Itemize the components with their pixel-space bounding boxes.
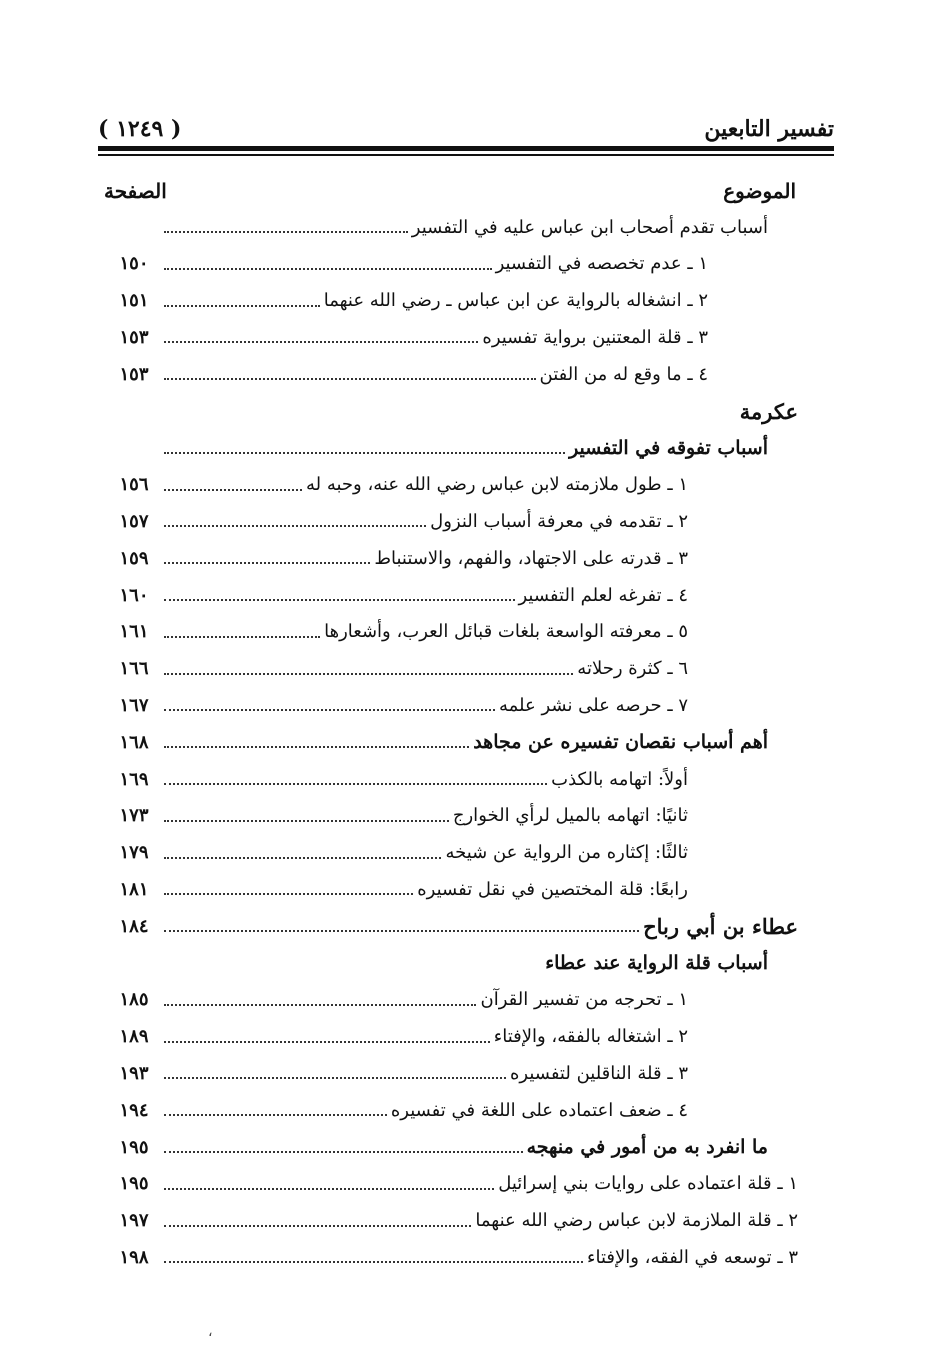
toc-entry-page: ١٦٦ <box>119 658 149 680</box>
toc-entry <box>108 1132 768 1162</box>
dot-leader <box>164 562 370 564</box>
toc-entry-page: ١٥٣ <box>119 363 149 385</box>
dot-leader <box>164 636 320 638</box>
toc-entry <box>108 249 708 279</box>
toc-entry-label: ٦ ـ كثرة رحلاته <box>577 658 688 680</box>
toc-entry <box>108 727 768 757</box>
toc-entry <box>108 985 688 1015</box>
toc-entry-label: ١ ـ طول ملازمته لابن عباس رضي الله عنه، وحبه له <box>305 474 688 496</box>
toc-entry-page: ١٦٠ <box>119 584 149 606</box>
dot-leader <box>164 783 547 785</box>
toc-entry-label: ٤ ـ ما وقع له من الفتن <box>539 363 708 385</box>
dot-leader <box>164 893 413 895</box>
dot-leader <box>164 231 408 233</box>
dot-leader <box>164 268 492 270</box>
toc-entry <box>108 433 768 463</box>
toc-entry-page: ١٨٥ <box>119 989 149 1011</box>
dot-leader <box>164 341 478 343</box>
dot-leader <box>164 305 320 307</box>
toc-entry-label: ٢ ـ تقدمه في معرفة أسباب النزول <box>430 510 688 532</box>
toc-entry <box>108 506 688 536</box>
toc-entry-page: ١٨٤ <box>119 915 149 937</box>
toc-entry <box>108 764 688 794</box>
dot-leader <box>164 1261 583 1263</box>
toc-entry <box>108 1095 688 1125</box>
toc-entry-label: ٣ ـ قلة الناقلين لتفسيره <box>509 1062 688 1084</box>
toc-entry-label: ٢ ـ اشتغاله بالفقه، والإفتاء <box>493 1026 688 1048</box>
dot-leader <box>164 857 441 859</box>
toc-entry <box>108 396 798 426</box>
toc-entry-page: ١٩٣ <box>119 1062 149 1084</box>
toc-entry <box>108 1206 798 1236</box>
toc-entry-label: ١ ـ عدم تخصصه في التفسير <box>495 253 708 275</box>
toc-entry-label: أولاً: اتهامه بالكذب <box>551 768 688 790</box>
toc-entry-label: ٤ ـ تفرغه لعلم التفسير <box>518 584 688 606</box>
toc-entry <box>108 874 688 904</box>
toc-entry-page: ١٥٣ <box>119 326 149 348</box>
page-number: ( ١٢٤٩ ) <box>98 116 182 142</box>
toc-entry-label: ١ ـ قلة اعتماده على روايات بني إسرائيل <box>498 1173 798 1195</box>
toc-entry-label: عكرمة <box>739 398 798 424</box>
page-column-label: الصفحة <box>104 179 167 203</box>
toc-entry <box>108 1169 798 1199</box>
dot-leader <box>164 673 573 675</box>
dot-leader <box>164 378 536 380</box>
toc-entry <box>108 286 708 316</box>
toc-entry <box>108 654 688 684</box>
book-title: تفسير التابعين <box>704 116 834 142</box>
toc-entry-label: رابعًا: قلة المختصين في نقل تفسيره <box>417 878 688 900</box>
toc-entry-label: ٣ ـ توسعه في الفقه، والإفتاء <box>587 1246 798 1268</box>
toc-entry-page: ١٩٥ <box>119 1136 149 1158</box>
topic-column-label: الموضوع <box>723 179 796 203</box>
toc-entry-page: ١٥٩ <box>119 547 149 569</box>
toc-entry-page: ١٦٧ <box>119 694 149 716</box>
dot-leader <box>164 1225 471 1227</box>
toc-entry-page: ١٧٣ <box>119 805 149 827</box>
toc-entry <box>108 1022 688 1052</box>
toc-entry-page: ١٦٩ <box>119 768 149 790</box>
toc-entry-label: ٣ ـ قلة المعتنين برواية تفسيره <box>482 326 708 348</box>
toc-entry-page: ١٩٧ <box>119 1210 149 1232</box>
toc-entry-label: ٥ ـ معرفته الواسعة بلغات قبائل العرب، وأشعارها <box>324 621 688 643</box>
dot-leader <box>164 746 469 748</box>
dot-leader <box>164 930 639 932</box>
toc-entry-label: أسباب تقدم أصحاب ابن عباس عليه في التفسير <box>411 216 768 238</box>
toc-entry-page: ١٦٨ <box>119 731 149 753</box>
toc-entry <box>108 212 768 242</box>
toc-entry <box>108 359 708 389</box>
toc-entry-label: ١ ـ تحرجه من تفسير القرآن <box>480 989 688 1011</box>
toc-entry-label: ٧ ـ حرصه على نشر علمه <box>498 694 688 716</box>
dot-leader <box>164 820 449 822</box>
dot-leader <box>164 525 426 527</box>
toc-entry-label: ٤ ـ ضعف اعتماده على اللغة في تفسيره <box>390 1099 688 1121</box>
toc-entry <box>108 1242 798 1272</box>
dot-leader <box>164 1114 387 1116</box>
toc-entry-page: ١٩٤ <box>119 1099 149 1121</box>
toc-entry-label: عطاء بن أبي رباح <box>643 913 798 939</box>
toc-entry <box>108 617 688 647</box>
dot-leader <box>164 1077 506 1079</box>
toc-entry-label: أهم أسباب نقصان تفسيره عن مجاهد <box>473 731 768 754</box>
dot-leader <box>164 709 495 711</box>
toc-entry-label: أسباب قلة الرواية عند عطاء <box>545 952 768 974</box>
toc-entry-page: ١٥٠ <box>119 253 149 275</box>
toc-entry <box>108 543 688 573</box>
toc-entry-page: ١٥٧ <box>119 510 149 532</box>
toc-entry <box>108 838 688 868</box>
toc-entry-page: ١٥١ <box>119 290 149 312</box>
dot-leader <box>164 1188 494 1190</box>
toc-entry-page: ١٨١ <box>119 878 149 900</box>
toc-entry-label: ما انفرد به من أمور في منهجه <box>526 1136 768 1158</box>
toc-entry <box>108 911 798 941</box>
toc-entry <box>108 1058 688 1088</box>
dot-leader <box>164 452 565 454</box>
stray-mark: ، <box>208 1324 213 1340</box>
dot-leader <box>164 599 515 601</box>
dot-leader <box>164 1004 476 1006</box>
toc-entry-label: ثالثًا: إكثاره من الرواية عن شيخه <box>445 842 688 864</box>
toc-entry <box>108 690 688 720</box>
toc-entry-page: ١٧٩ <box>119 842 149 864</box>
toc-entry <box>108 580 688 610</box>
toc-entry <box>108 322 708 352</box>
toc-entry <box>108 470 688 500</box>
toc-entry <box>108 948 768 978</box>
toc-entry-page: ١٥٦ <box>119 474 149 496</box>
dot-leader <box>164 489 302 491</box>
toc-entry-label: ٢ ـ قلة الملازمة لابن عباس رضي الله عنهما <box>475 1210 798 1232</box>
toc-entry-label: ثانيًا: اتهامه بالميل لرأي الخوارج <box>452 805 688 827</box>
toc-entry <box>108 801 688 831</box>
dot-leader <box>164 1041 490 1043</box>
toc-entry-label: ٣ ـ قدرته على الاجتهاد، والفهم، والاستنباط <box>374 547 688 569</box>
toc-entry-page: ١٦١ <box>119 621 149 643</box>
toc-entry-page: ١٨٩ <box>119 1026 149 1048</box>
toc-entry-page: ١٩٥ <box>119 1173 149 1195</box>
toc-entry-label: أسباب تفوقه في التفسير <box>569 436 768 459</box>
toc-entry-page: ١٩٨ <box>119 1246 149 1268</box>
toc-entry-label: ٢ ـ انشغاله بالرواية عن ابن عباس ـ رضي الله عنهما <box>323 290 708 312</box>
dot-leader <box>164 1151 523 1153</box>
